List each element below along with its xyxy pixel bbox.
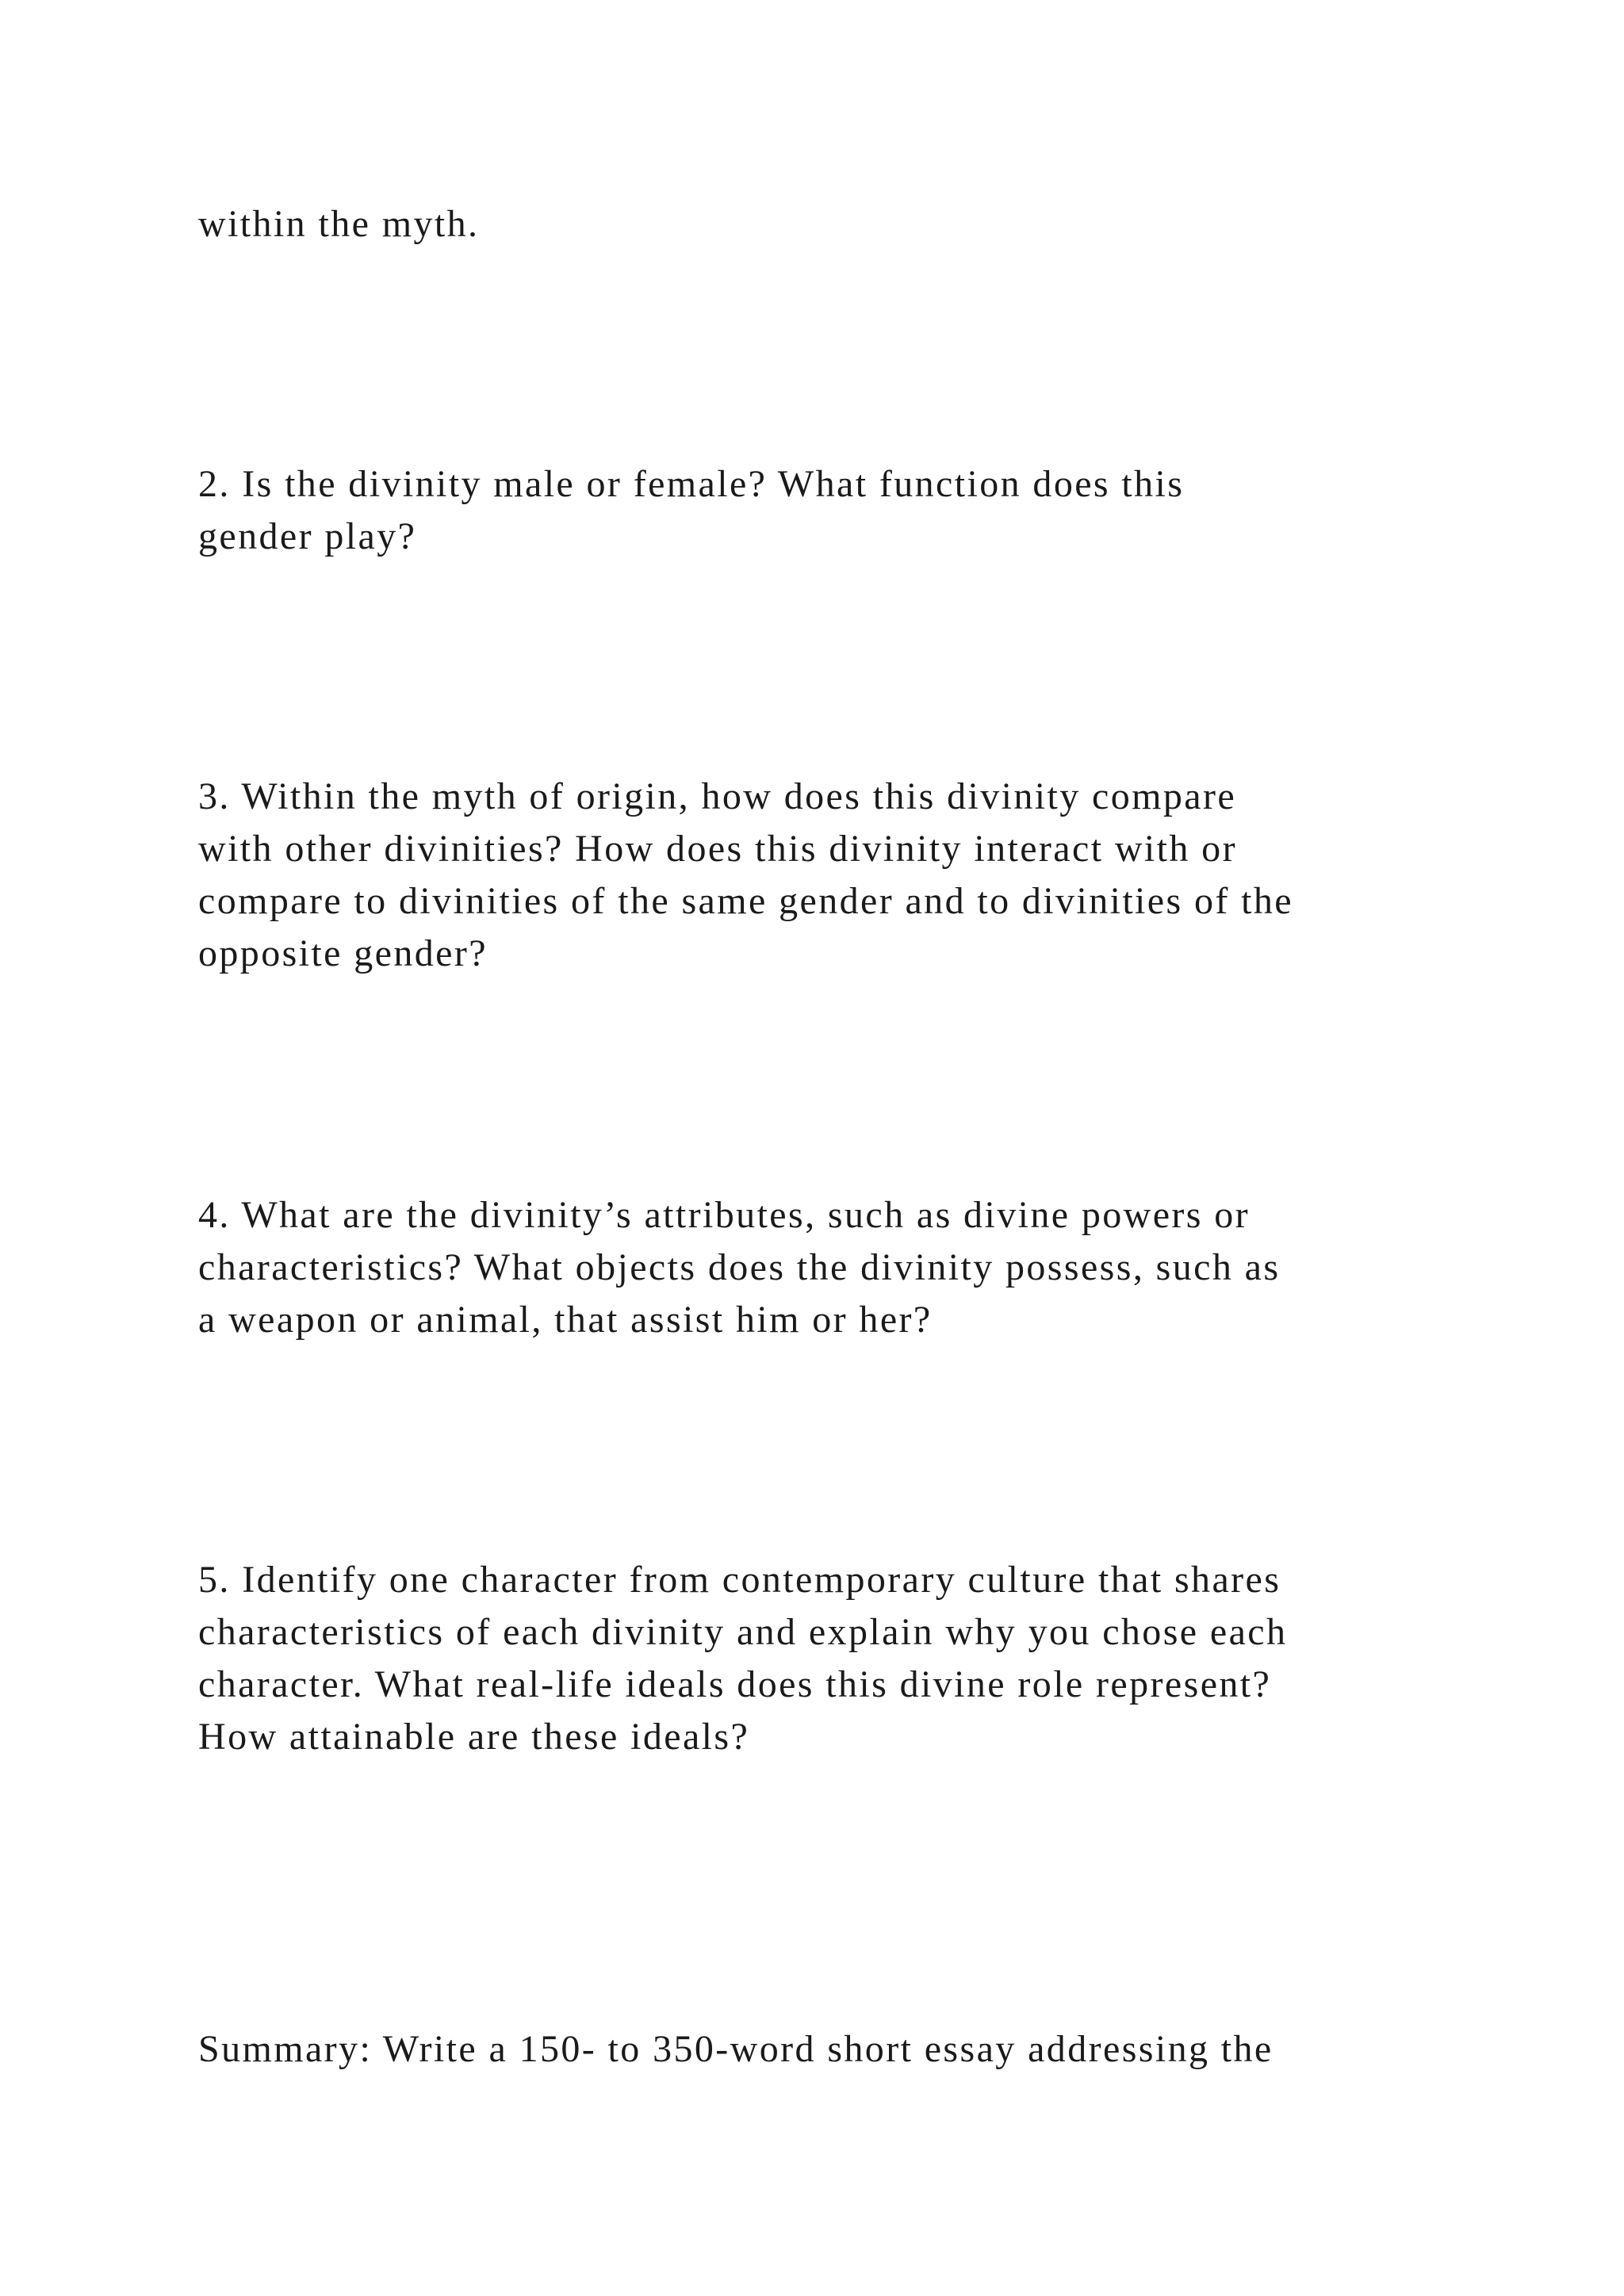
continuation-text: within the myth. <box>198 203 480 245</box>
question-5-line-4: How attainable are these ideals? <box>198 1716 750 1758</box>
question-3-line-2: with other divinities? How does this divinity interact with or <box>198 828 1237 870</box>
summary-text: Summary: Write a 150- to 350-word short essay addressing the <box>198 2028 1274 2070</box>
question-3-line-3: compare to divinities of the same gender and to divinities of the <box>198 880 1294 922</box>
question-2-line-1: 2. Is the divinity male or female? What function does this <box>198 463 1185 505</box>
question-5-line-2: characteristics of each divinity and explain why you chose each <box>198 1611 1288 1653</box>
question-2-line-2: gender play? <box>198 515 417 557</box>
question-3-line-1: 3. Within the myth of origin, how does this divinity compare <box>198 775 1237 817</box>
question-3-line-4: opposite gender? <box>198 932 488 974</box>
question-5-line-1: 5. Identify one character from contemporary culture that shares <box>198 1559 1281 1601</box>
question-4-line-3: a weapon or animal, that assist him or her? <box>198 1299 933 1341</box>
question-5-line-3: character. What real-life ideals does this divine role represent? <box>198 1663 1272 1705</box>
question-4-line-1: 4. What are the divinity’s attributes, such as divine powers or <box>198 1194 1251 1236</box>
question-4-line-2: characteristics? What objects does the divinity possess, such as <box>198 1246 1281 1288</box>
